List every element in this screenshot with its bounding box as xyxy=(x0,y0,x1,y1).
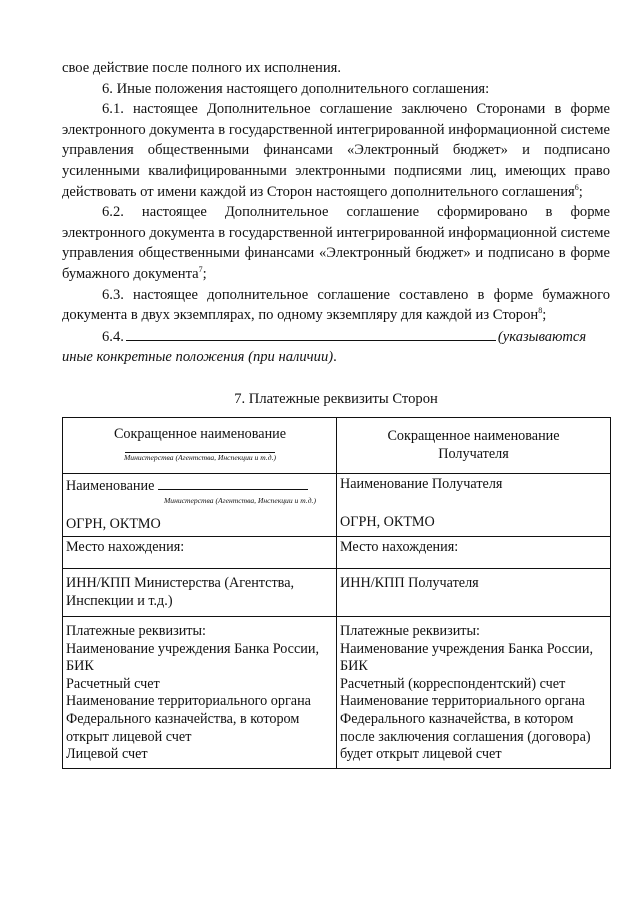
table-row xyxy=(63,617,611,769)
inn-left: ИНН/КПП Министерства (Агентства, Инспекции и т.д.) xyxy=(63,569,337,617)
location-left: Место нахождения: xyxy=(63,537,337,569)
footnote-ref-8: 8 xyxy=(538,306,543,316)
bank-right-line: Наименование учреждения Банка России, БИК xyxy=(340,640,593,675)
table-row xyxy=(63,569,611,617)
footnote-ref-6: 6 xyxy=(574,182,579,192)
clause-6-4 xyxy=(62,326,610,368)
clause-6-4-note: (указываются иные конкретные положения (при наличии) xyxy=(62,328,587,366)
header-right-cell xyxy=(337,417,611,473)
inn-right: ИНН/КПП Получателя xyxy=(337,569,611,617)
name-right-cell xyxy=(337,473,611,536)
bank-right-line: Расчетный (корреспондентский) счет xyxy=(340,675,566,692)
footnote-ref-7: 7 xyxy=(198,265,203,275)
clause-6-1-end: ; xyxy=(578,183,583,200)
bank-right-line: Наименование территориального органа Федерального казначейства, в котором после заключения соглашения (договора) будет открыт лицевой счет xyxy=(340,693,591,763)
bank-right-cell xyxy=(337,617,611,769)
clause-6-2-text: 6.2. настоящее Дополнительное соглашение сформировано в форме электронного документа в государственной интегрированной информационной системе управления общественными финансами «Электронный бюджет» и подписано в форме бумажного документа xyxy=(62,204,610,282)
clause-6-2 xyxy=(62,202,610,284)
header-left-note: Министерства (Агентства, Инспекции и т.д.) xyxy=(123,452,277,462)
header-right-title: Сокращенное наименование Получателя xyxy=(387,427,560,462)
header-left-cell xyxy=(63,417,337,473)
clause-6-3 xyxy=(62,285,610,326)
clause-6-4-label: 6.4. xyxy=(102,328,124,345)
bank-left-line: Платежные реквизиты: xyxy=(66,623,206,640)
payment-details-table xyxy=(62,417,611,769)
clause-6-4-end: . xyxy=(333,349,337,366)
clause-6-3-end: ; xyxy=(542,307,547,324)
name-right-label: Наименование Получателя xyxy=(340,475,503,492)
clause-6-3-text: 6.3. настоящее дополнительное соглашение составлено в форме бумажного документа в двух экземплярах, по одному экземпляру для каждой из Сторон xyxy=(62,286,610,324)
name-left-label: Наименование xyxy=(66,477,155,494)
bank-left-cell xyxy=(63,617,337,769)
blank-line xyxy=(126,326,496,341)
clause-6-1-text: 6.1. настоящее Дополнительное соглашение заключено Сторонами в форме электронного документа в государственной интегрированной информационной системе управления общественными финансами «Электронный бюджет» и подписано усиленными квалифицированными электронными подписями лиц, имеющих право действовать от имени каждой из Сторон настоящего дополнительного соглашения xyxy=(62,101,610,200)
bank-left-line: Наименование территориального органа Федерального казначейства, в котором открыт лицевой счет xyxy=(66,693,311,745)
document-page xyxy=(62,58,610,769)
table-row xyxy=(63,417,611,473)
ogrn-right: ОГРН, ОКТМО xyxy=(340,513,435,530)
location-right: Место нахождения: xyxy=(337,537,611,569)
name-left-cell xyxy=(63,473,337,536)
spacer xyxy=(66,506,334,516)
underline xyxy=(158,476,308,490)
section-7-title: 7. Платежные реквизиты Сторон xyxy=(234,390,438,407)
bank-right-line: Платежные реквизиты: xyxy=(340,623,480,640)
table-row xyxy=(63,537,611,569)
clause-6-2-end: ; xyxy=(202,265,207,282)
bank-left-line: Наименование учреждения Банка России, БИК xyxy=(66,640,319,675)
clause-6-1 xyxy=(62,99,610,202)
header-left-title: Сокращенное наименование xyxy=(113,425,287,442)
table-row xyxy=(63,473,611,536)
spacer xyxy=(340,494,608,514)
section-6-heading: 6. Иные положения настоящего дополнительного соглашения: xyxy=(102,80,490,97)
ogrn-left: ОГРН, ОКТМО xyxy=(66,515,161,532)
intro-line: свое действие после полного их исполнения. xyxy=(62,60,341,76)
bank-left-line: Расчетный счет xyxy=(66,675,160,692)
name-left-note: Министерства (Агентства, Инспекции и т.д.) xyxy=(163,495,316,505)
bank-left-line: Лицевой счет xyxy=(66,746,148,763)
